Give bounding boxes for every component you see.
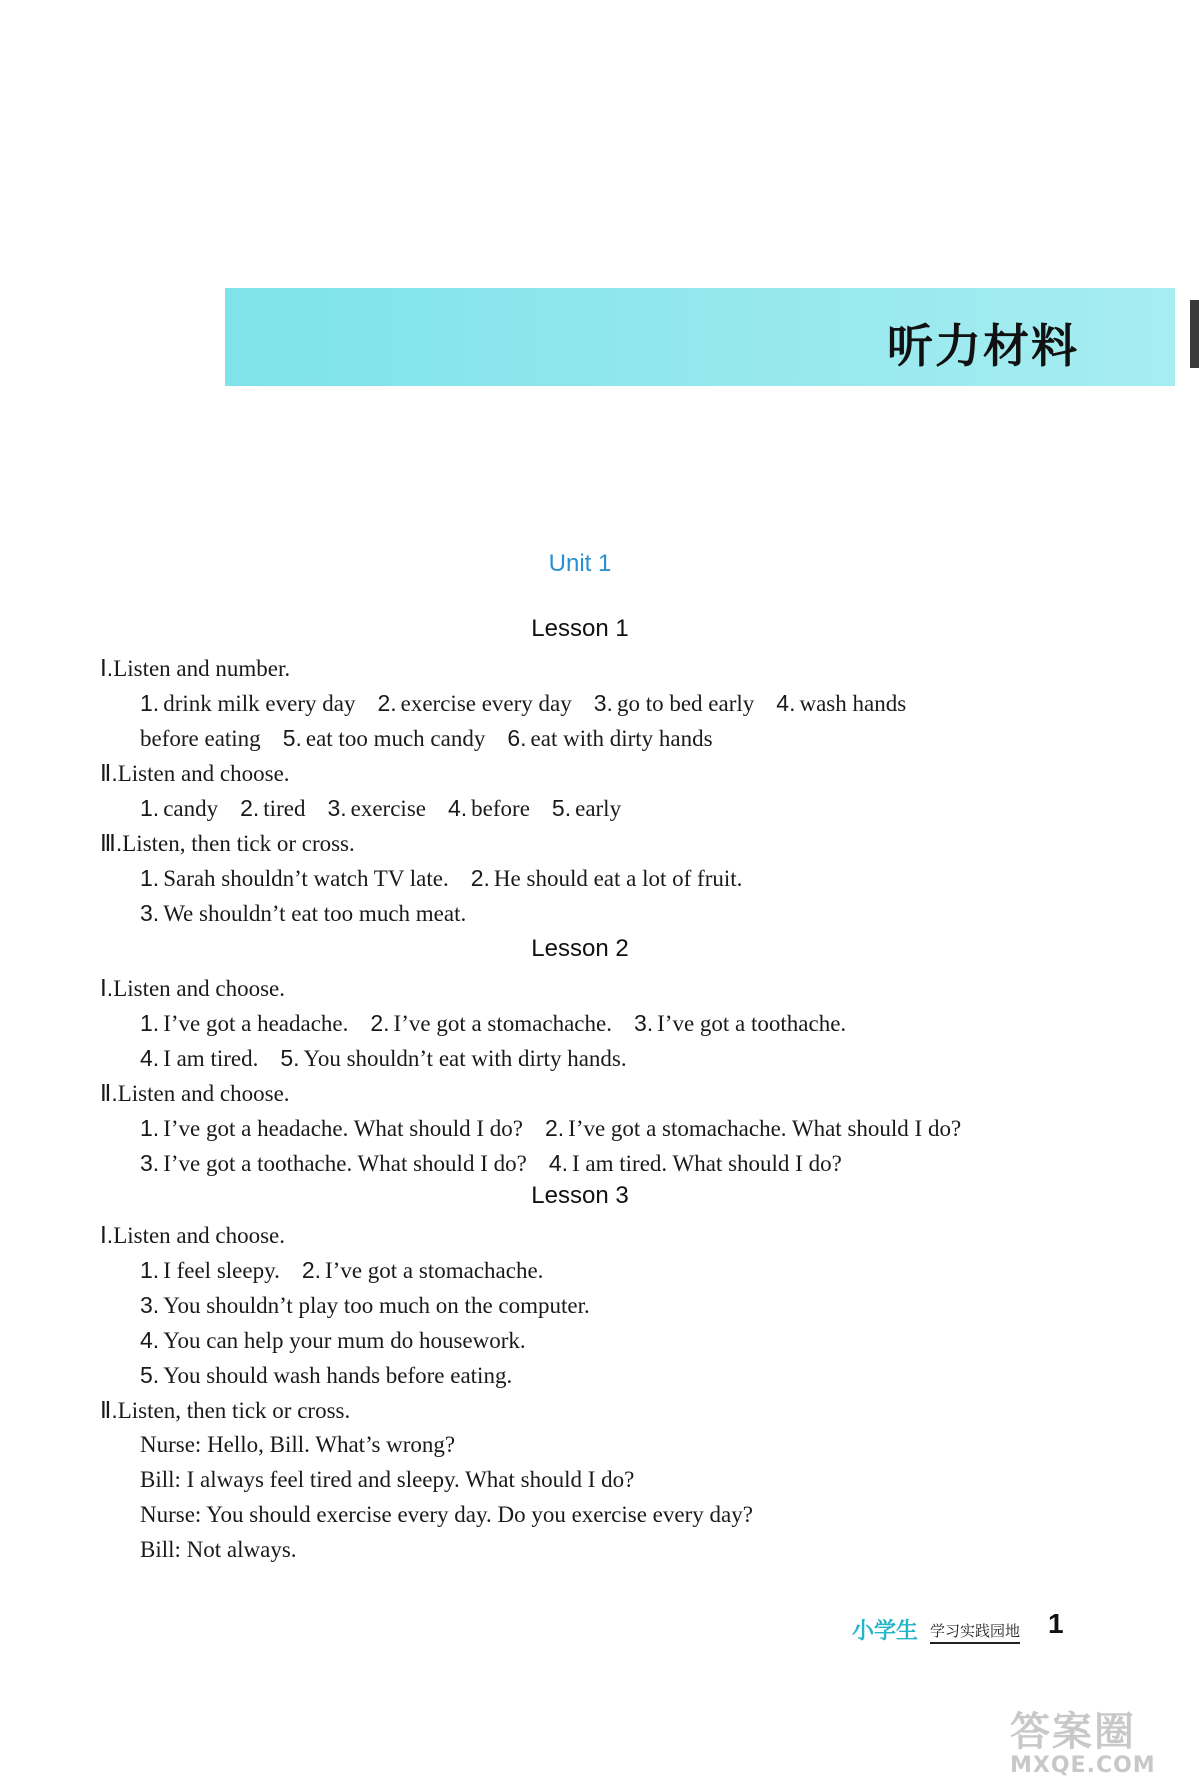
item-number: 2. [370,1010,390,1036]
item-text: I’ve got a stomachache. [325,1258,544,1283]
dialogue-line: Nurse: Hello, Bill. What’s wrong? [140,1432,456,1457]
item-number: 6. [507,725,527,751]
section-instruction: Listen and number. [113,656,291,681]
watermark-text: 答案圈 [1010,1709,1136,1755]
item-number: 2. [301,1257,322,1283]
section-instruction: Listen, then tick or cross. [122,831,355,856]
item-text: eat with dirty hands [530,726,713,751]
item-number: 2. [544,1115,565,1141]
item-text: Sarah shouldn’t watch TV late. [163,866,449,891]
item-text: I am tired. [163,1046,259,1071]
item-number: 3. [327,795,347,821]
item-text: drink milk every day [163,691,356,716]
item-text: I’ve got a stomachache. [393,1011,612,1036]
section-instruction: Listen, then tick or cross. [117,1398,351,1423]
item-text: You shouldn’t eat with dirty hands. [303,1046,627,1071]
item-text: I feel sleepy. [163,1258,280,1283]
item-line [140,900,466,927]
item-number: 2. [240,795,260,821]
footer-subtitle: 学习实践园地 [930,1620,1020,1644]
footer-brand: 小学生 [852,1619,919,1644]
section-heading [100,830,355,857]
item-number: 3. [140,900,160,926]
item-text: I am tired. What should I do? [572,1151,842,1176]
section-heading [100,1222,285,1249]
item-text: You shouldn’t play too much on the computer. [163,1293,590,1318]
lesson-title: Lesson 2 [531,935,629,962]
section-instruction: Listen and choose. [117,761,290,786]
section-marker: Ⅱ. [100,1080,118,1106]
item-text: We shouldn’t eat too much meat. [163,901,467,926]
item-number: 1. [140,690,160,716]
item-text: I’ve got a headache. What should I do? [163,1116,523,1141]
item-text: I’ve got a stomachache. What should I do? [568,1116,962,1141]
item-line [140,795,621,822]
item-text: wash hands [799,691,907,716]
item-number: 4. [140,1327,160,1353]
watermark-url: MXQE.COM [1010,1753,1156,1778]
section-marker: Ⅰ. [100,655,114,681]
item-number: 4. [548,1150,569,1176]
item-text: before eating [140,726,261,751]
item-line [140,1115,961,1142]
item-number: 1. [140,1010,160,1036]
section-heading [100,1397,350,1424]
lesson-title: Lesson 1 [531,615,629,642]
item-text: He should eat a lot of fruit. [493,866,743,891]
watermark-logo [1010,1700,1190,1780]
item-line [140,1010,846,1037]
section-marker: Ⅱ. [100,1397,118,1423]
banner-edge [1190,300,1199,368]
item-number: 5. [140,1362,160,1388]
page-number: 1 [1048,1608,1064,1639]
section-instruction: Listen and choose. [113,1223,286,1248]
item-text: I’ve got a toothache. What should I do? [163,1151,527,1176]
section-heading [100,1080,290,1107]
item-text: early [575,796,622,821]
item-number: 5. [282,725,302,751]
item-line [140,865,742,892]
section-instruction: Listen and choose. [113,976,286,1001]
dialogue-line: Nurse: You should exercise every day. Do you exercise every day? [140,1502,753,1527]
item-text: go to bed early [616,691,755,716]
lesson-title: Lesson 3 [531,1182,629,1209]
item-text: You should wash hands before eating. [163,1363,513,1388]
item-number: 1. [140,795,160,821]
page-title: 听力材料 [887,319,1079,373]
section-heading [100,975,285,1002]
section-instruction: Listen and choose. [117,1081,290,1106]
section-marker: Ⅰ. [100,1222,114,1248]
item-text: eat too much candy [305,726,486,751]
item-line [140,725,713,752]
item-number: 4. [447,795,468,821]
section-marker: Ⅰ. [100,975,114,1001]
item-number: 1. [140,1115,160,1141]
item-number: 1. [140,865,160,891]
item-line [140,1292,590,1319]
item-number: 5. [551,795,572,821]
item-line [140,1327,526,1354]
item-number: 2. [377,690,397,716]
item-number: 3. [140,1150,160,1176]
item-number: 3. [633,1010,654,1036]
item-text: I’ve got a toothache. [657,1011,847,1036]
section-heading [100,655,290,682]
item-text: tired [263,796,306,821]
dialogue-line: Bill: I always feel tired and sleepy. What should I do? [140,1467,635,1492]
item-number: 5. [280,1045,300,1071]
item-number: 4. [140,1045,160,1071]
item-line [140,1150,842,1177]
item-number: 2. [470,865,490,891]
item-text: exercise [350,796,426,821]
unit-title: Unit 1 [548,550,612,577]
item-number: 1. [140,1257,160,1283]
item-line [140,690,906,717]
item-line [140,1257,543,1284]
item-line [140,1362,512,1389]
item-text: before [471,796,530,821]
section-marker: Ⅱ. [100,760,118,786]
item-text: I’ve got a headache. [163,1011,349,1036]
item-line [140,1045,627,1072]
item-number: 3. [140,1292,160,1318]
dialogue-line: Bill: Not always. [140,1537,297,1562]
item-number: 4. [776,690,796,716]
item-number: 3. [593,690,613,716]
section-heading [100,760,290,787]
section-marker: Ⅲ. [100,830,123,856]
item-text: exercise every day [400,691,572,716]
item-text: You can help your mum do housework. [163,1328,526,1353]
item-text: candy [163,796,219,821]
